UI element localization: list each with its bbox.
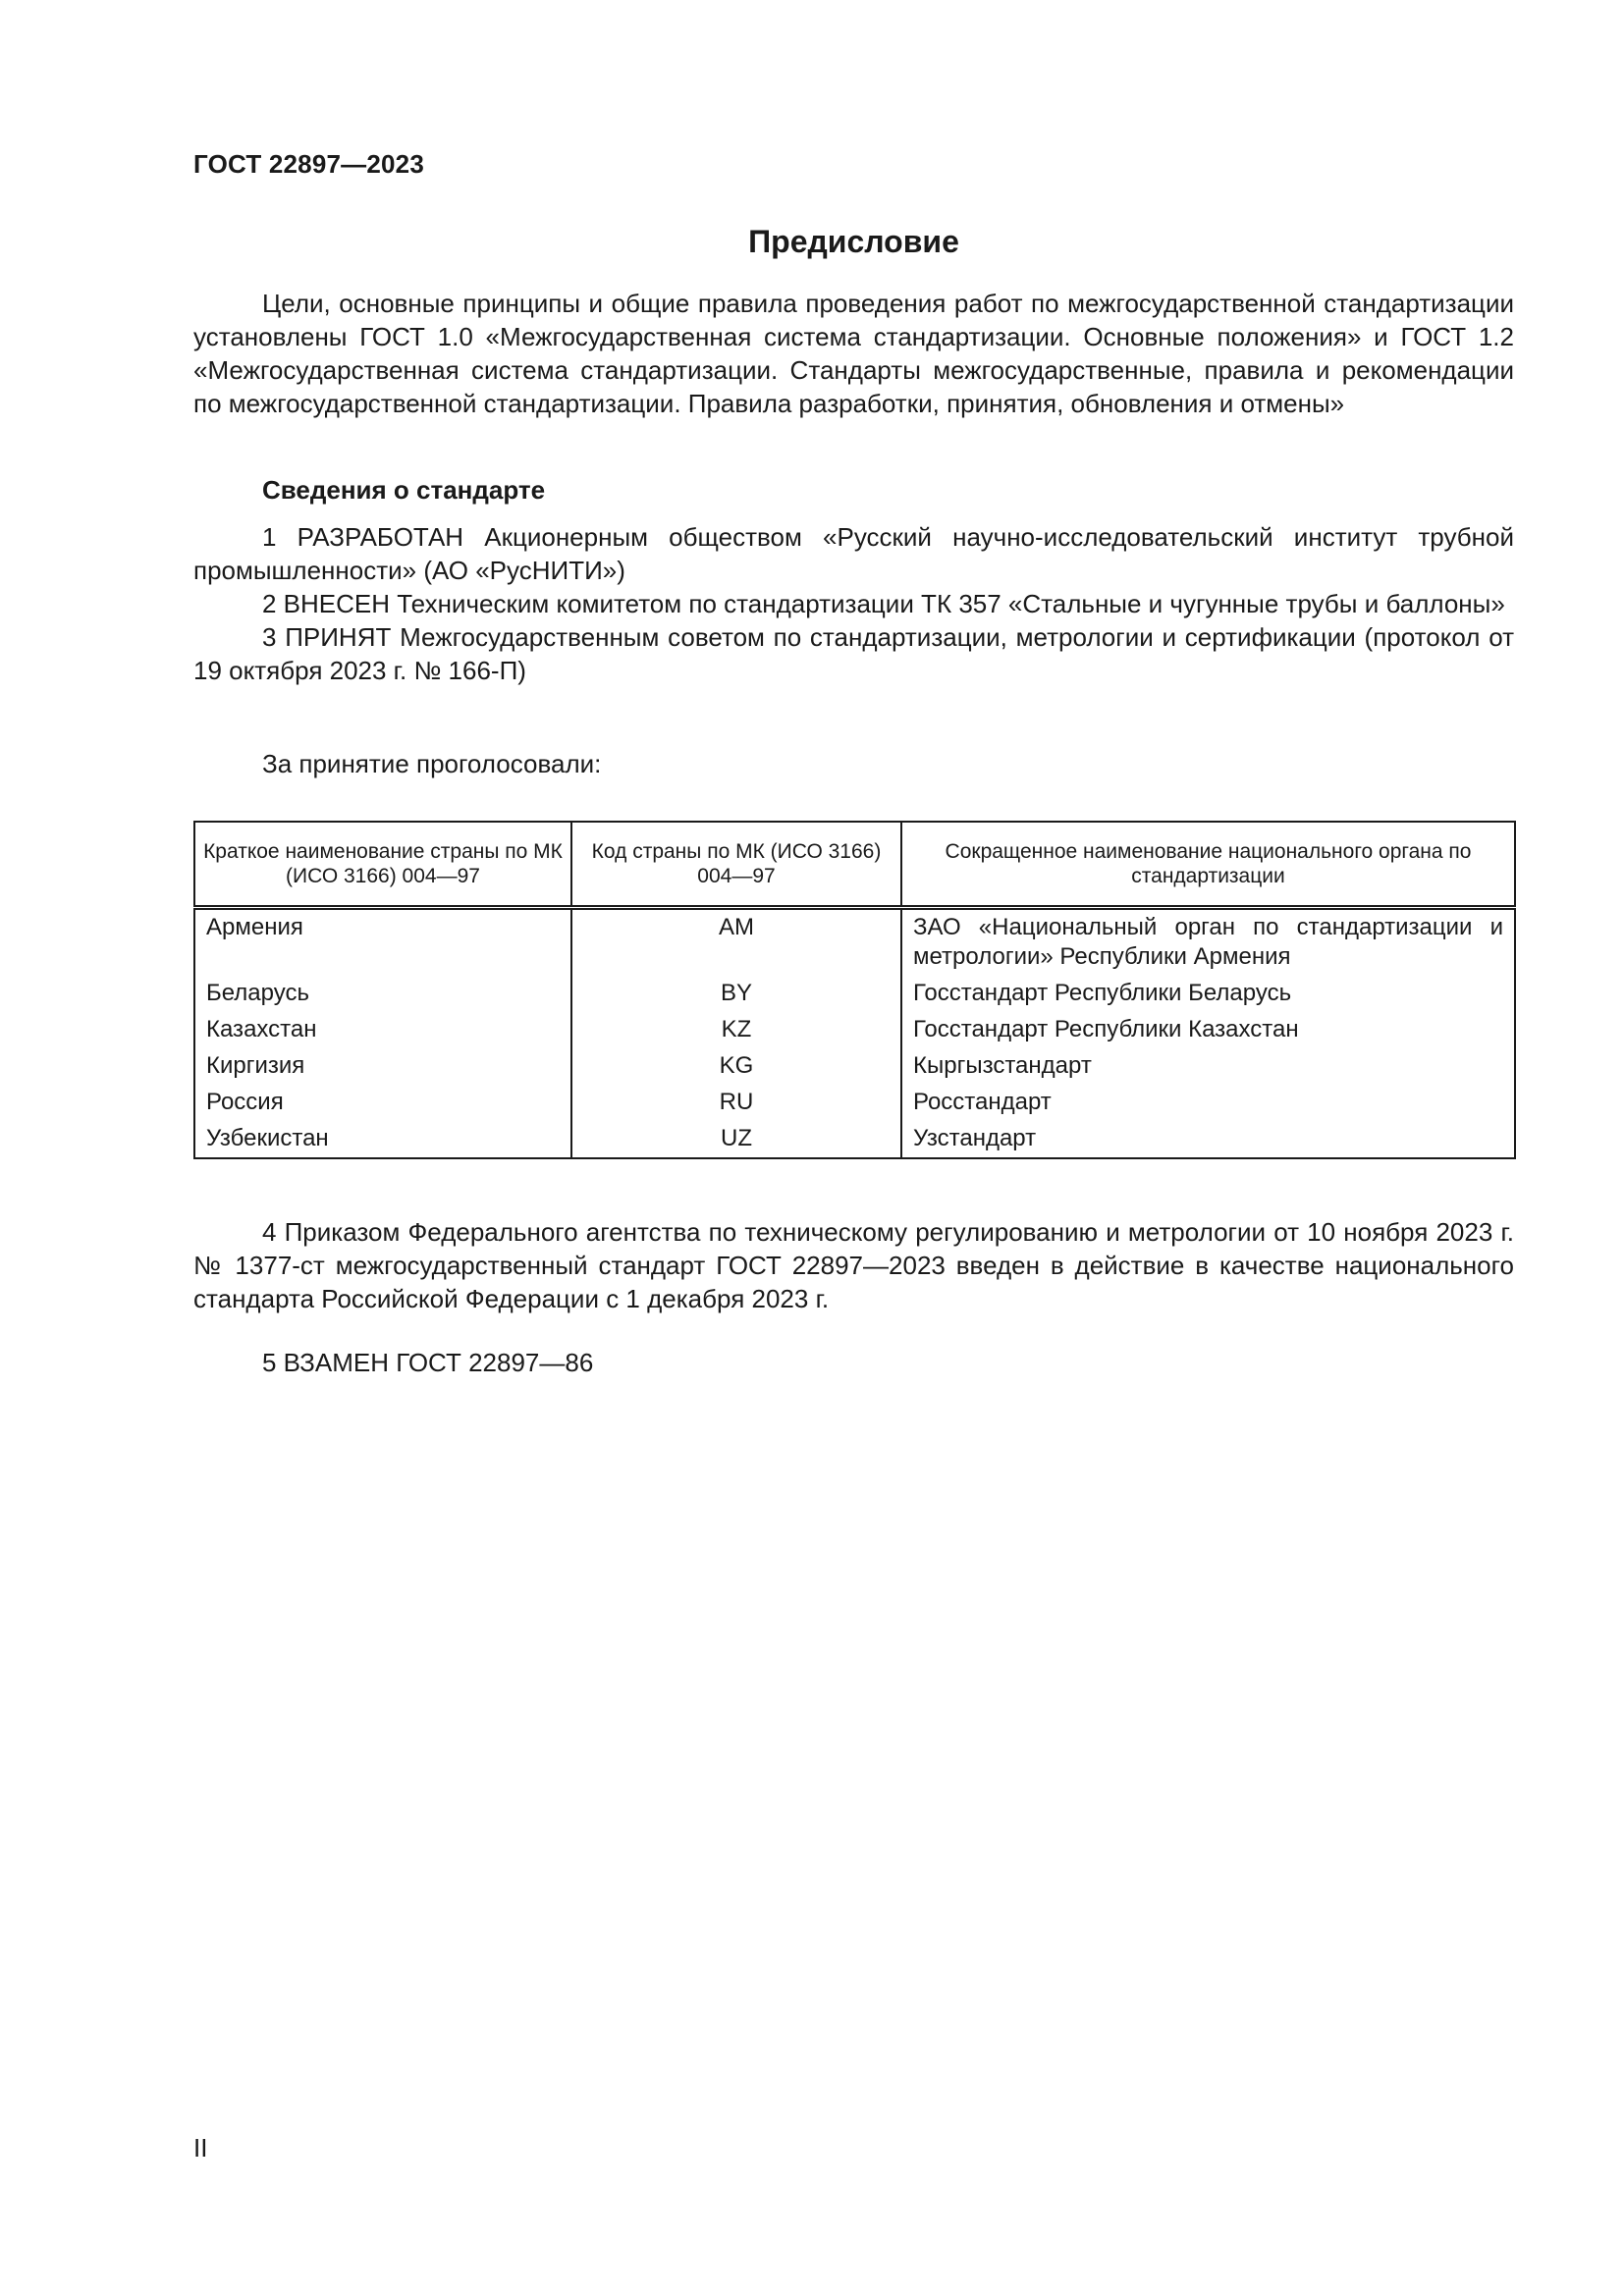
vote-table — [193, 821, 1516, 1159]
standard-info-item-2: 2 ВНЕСЕН Техническим комитетом по стандартизации ТК 357 «Стальные и чугунные трубы и баллоны» — [262, 589, 1505, 618]
voted-label: За принятие проголосовали: — [262, 749, 602, 778]
country-name: Армения — [206, 914, 303, 940]
national-body: Госстандарт Республики Беларусь — [901, 976, 1515, 1012]
item-4-block — [193, 1215, 1514, 1315]
country-code: UZ — [571, 1121, 901, 1158]
intro-paragraph: Цели, основные принципы и общие правила проведения работ по межгосударственной стандартизации установлены ГОСТ 1.0 «Межгосударственная система стандартизации. Основные положения» и ГОСТ 1.2 «Межгосударственная система стандартизации. Стандарты межгосударственные, правила и рекомендации по межгосударственной стандартизации. Правила разработки, принятия, обновления и отмены» — [193, 289, 1514, 418]
country-name: Беларусь — [206, 980, 309, 1006]
country-code: KG — [571, 1048, 901, 1085]
national-body: Госстандарт Республики Казахстан — [901, 1012, 1515, 1048]
table-row — [194, 908, 1515, 977]
document-code: ГОСТ 22897—2023 — [193, 149, 424, 179]
country-code: RU — [571, 1085, 901, 1121]
country-name: Узбекистан — [206, 1125, 329, 1151]
country-code: AM — [571, 908, 901, 977]
standard-info-item-1: 1 РАЗРАБОТАН Акционерным обществом «Русский научно-исследовательский институт трубной промышленности» (АО «РусНИТИ») — [193, 522, 1514, 585]
header-country-name: Краткое наименование страны по МК (ИСО 3166) 004—97 — [194, 822, 571, 908]
header-national-body: Сокращенное наименование национального органа по стандартизации — [901, 822, 1515, 908]
table-header-row — [194, 822, 1515, 908]
table-row — [194, 1085, 1515, 1121]
standard-info-heading: Сведения о стандарте — [262, 475, 546, 505]
item-4-paragraph: 4 Приказом Федерального агентства по техническому регулированию и метрологии от 10 ноября 2023 г. № 1377-ст межгосударственный стандарт ГОСТ 22897—2023 введен в действие в качестве национального стандарта Российской Федерации с 1 декабря 2023 г. — [193, 1217, 1514, 1313]
table-row — [194, 1012, 1515, 1048]
country-name: Казахстан — [206, 1016, 317, 1042]
country-code: KZ — [571, 1012, 901, 1048]
header-country-code: Код страны по МК (ИСО 3166) 004—97 — [571, 822, 901, 908]
table-row — [194, 1048, 1515, 1085]
national-body: Узстандарт — [901, 1121, 1515, 1158]
country-code: BY — [571, 976, 901, 1012]
national-body: Кыргызстандарт — [901, 1048, 1515, 1085]
table-row — [194, 976, 1515, 1012]
standard-info-list — [193, 520, 1514, 687]
country-name: Россия — [206, 1089, 284, 1115]
standard-info-item-3: 3 ПРИНЯТ Межгосударственным советом по стандартизации, метрологии и сертификации (протокол от 19 октября 2023 г. № 166-П) — [193, 622, 1514, 685]
table-row — [194, 1121, 1515, 1158]
page-number: II — [193, 2133, 208, 2163]
country-name: Киргизия — [206, 1052, 305, 1079]
page-title: Предисловие — [748, 224, 959, 259]
national-body: ЗАО «Национальный орган по стандартизации и метрологии» Республики Армения — [901, 908, 1515, 977]
item-5-paragraph: 5 ВЗАМЕН ГОСТ 22897—86 — [262, 1348, 594, 1377]
national-body: Росстандарт — [901, 1085, 1515, 1121]
